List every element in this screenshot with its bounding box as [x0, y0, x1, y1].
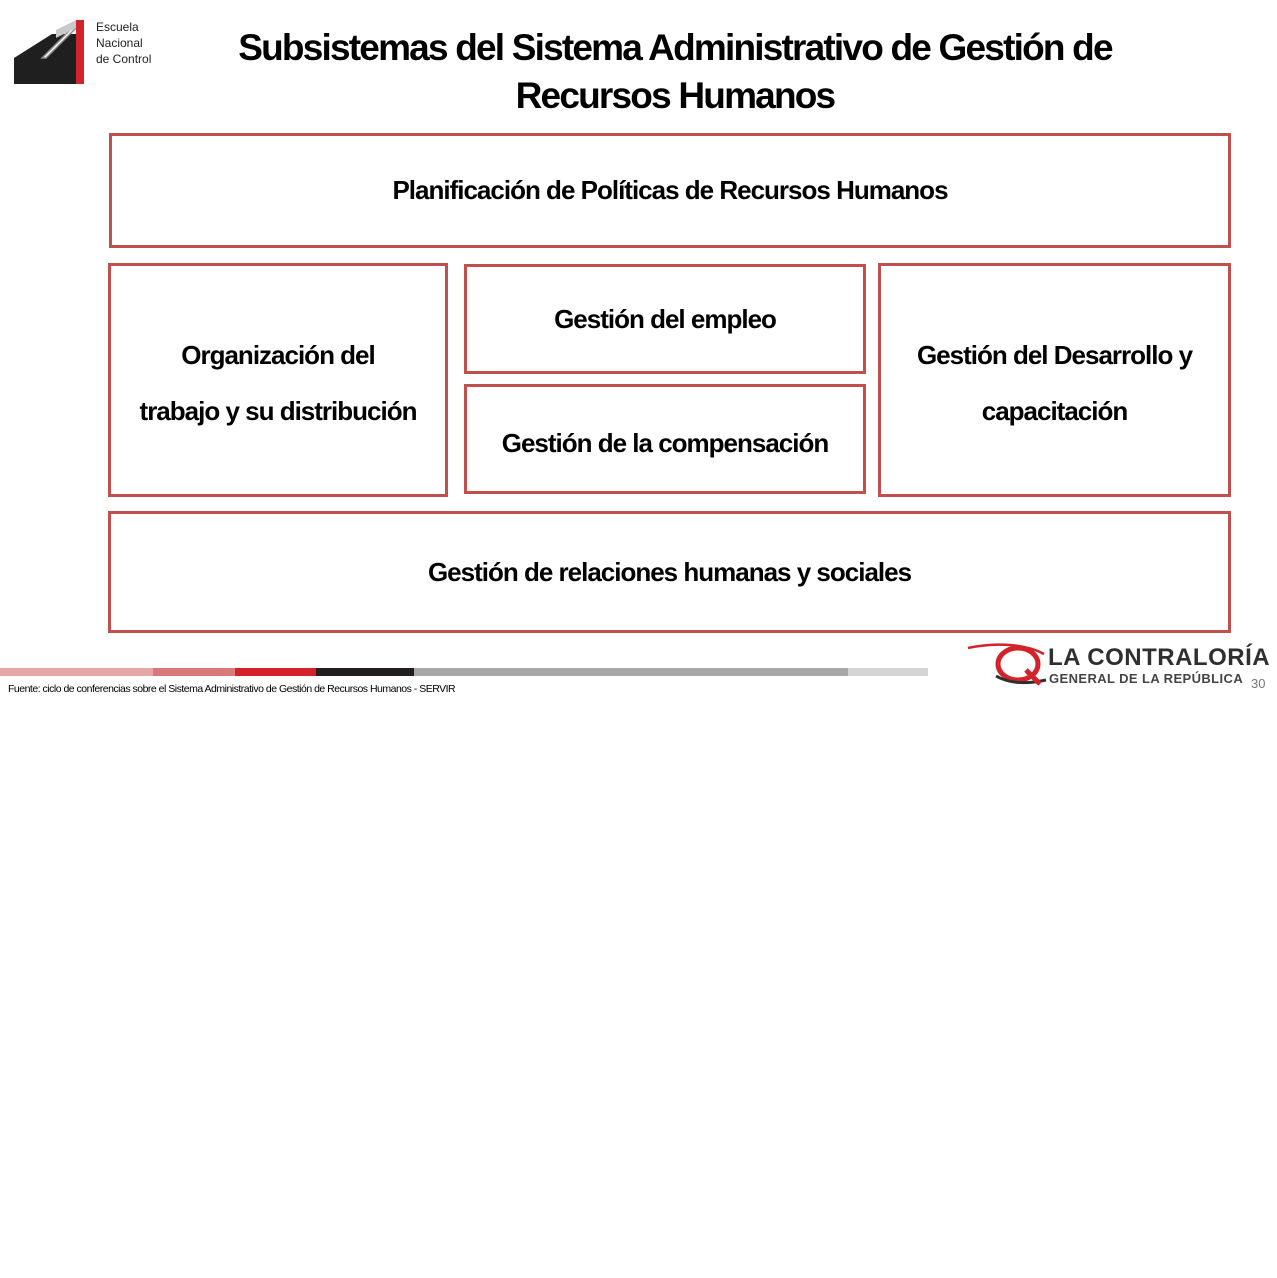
contraloria-name: LA CONTRALORÍA [1048, 644, 1271, 671]
escuela-logo [12, 18, 162, 90]
box-organizacion [108, 263, 448, 497]
page-number: 30 [1251, 676, 1266, 691]
logo-text-line3: de Control [96, 52, 152, 66]
logo-text-line1: Escuela [96, 20, 139, 34]
color-bar-segment [848, 668, 928, 676]
color-bar [0, 668, 928, 676]
title-line2: Recursos Humanos [515, 75, 835, 116]
color-bar-segment [235, 668, 316, 676]
box-desarrollo [878, 263, 1231, 497]
color-bar-segment [414, 668, 848, 676]
box-desarrollo-line2: capacitación [981, 396, 1128, 426]
box-planificacion-label: Planificación de Políticas de Recursos Humanos [392, 175, 948, 205]
box-compensacion-label: Gestión de la compensación [501, 427, 829, 458]
box-relaciones [108, 511, 1231, 633]
box-organizacion-line1: Organización del [181, 340, 375, 370]
color-bar-segment [316, 668, 414, 676]
contraloria-swoosh-icon [966, 640, 1048, 692]
color-bar-segment [0, 668, 153, 676]
title-line1: Subsistemas del Sistema Administrativo de Gestión de [238, 27, 1112, 68]
box-empleo [464, 264, 866, 374]
logo-text-line2: Nacional [96, 36, 143, 50]
source-note: Fuente: ciclo de conferencias sobre el Sistema Administrativo de Gestión de Recursos Humanos - SERVIR [8, 683, 456, 695]
box-planificacion [109, 133, 1231, 248]
box-organizacion-line2: trabajo y su distribución [139, 396, 417, 426]
building-icon [12, 18, 92, 90]
box-relaciones-label: Gestión de relaciones humanas y sociales [427, 556, 912, 587]
color-bar-segment [153, 668, 235, 676]
contraloria-subtitle: GENERAL DE LA REPÚBLICA [1049, 671, 1244, 686]
box-compensacion [464, 384, 866, 494]
box-desarrollo-line1: Gestión del Desarrollo y [916, 340, 1193, 370]
box-empleo-label: Gestión del empleo [554, 303, 776, 334]
page-title [170, 24, 1180, 120]
